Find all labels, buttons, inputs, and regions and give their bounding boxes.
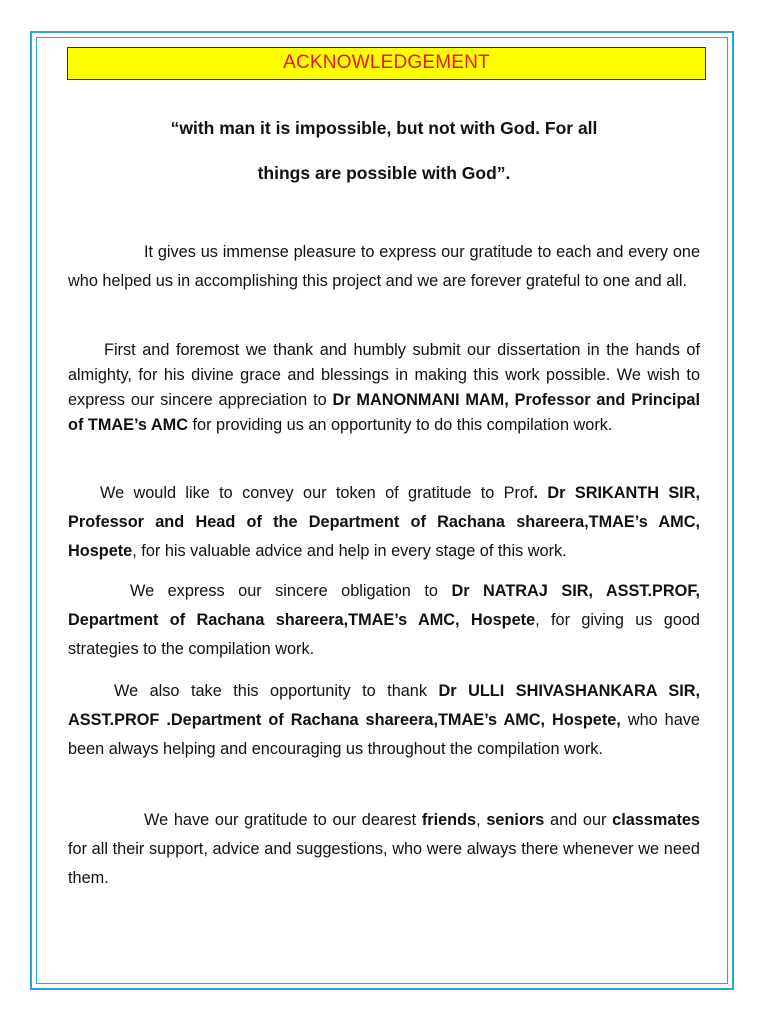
paragraph-text: , (476, 811, 487, 829)
classmates-word: classmates (612, 811, 700, 829)
paragraph-text: , for giving us good strategies to the compilation work. (68, 611, 700, 658)
paragraph-shivashankara (68, 677, 700, 764)
shivashankara-name: Dr ULLI SHIVASHANKARA SIR, ASST.PROF .Department of Rachana shareera,TMAE’s AMC, Hospete, (68, 682, 701, 729)
paragraph-almighty (68, 338, 700, 438)
hod-name: . Dr SRIKANTH SIR, Professor and Head of the Department of Rachana shareera,TMAE’s AMC, Hospete (68, 484, 700, 560)
paragraph-text: We express our sincere obligation to (130, 582, 452, 600)
quote-line-1: “with man it is impossible, but not with God. For all (170, 118, 598, 138)
seniors-word: seniors (486, 811, 545, 829)
paragraph-text: , for his valuable advice and help in every stage of this work. (132, 542, 567, 560)
natraj-name: Dr NATRAJ SIR, ASST.PROF, Department of Rachana shareera,TMAE’s AMC, Hospete (68, 582, 700, 629)
paragraph-text: for providing us an opportunity to do this compilation work. (188, 416, 613, 434)
principal-name: Dr MANONMANI MAM, Professor and Principal of TMAE’s AMC (68, 391, 700, 434)
paragraph-natraj (68, 577, 700, 664)
paragraph-text: who have been always helping and encouraging us throughout the compilation work. (68, 711, 700, 758)
paragraph-text: and our (544, 811, 613, 829)
paragraph-intro (68, 238, 700, 296)
title-banner (67, 47, 706, 80)
paragraph-text: We also take this opportunity to thank (114, 682, 439, 700)
quote-line-2: things are possible with God”. (257, 163, 511, 183)
paragraph-text: We would like to convey our token of gratitude to Prof (100, 484, 534, 502)
page-title: ACKNOWLEDGEMENT (283, 52, 490, 73)
paragraph-text: We have our gratitude to our dearest (144, 811, 422, 829)
paragraph-hod (68, 479, 700, 566)
friends-word: friends (421, 811, 477, 829)
paragraph-text: It gives us immense pleasure to express our gratitude to each and every one who helped us in accomplishing this project and we are forever grateful to one and all. (68, 243, 700, 290)
paragraph-text: First and foremost we thank and humbly submit our dissertation in the hands of almighty, for his divine grace and blessings in making this work possible. We wish to express our sincere appreciation to (68, 341, 700, 409)
paragraph-friends (68, 806, 700, 893)
paragraph-text: for all their support, advice and suggestions, who were always there whenever we need them. (68, 840, 700, 887)
